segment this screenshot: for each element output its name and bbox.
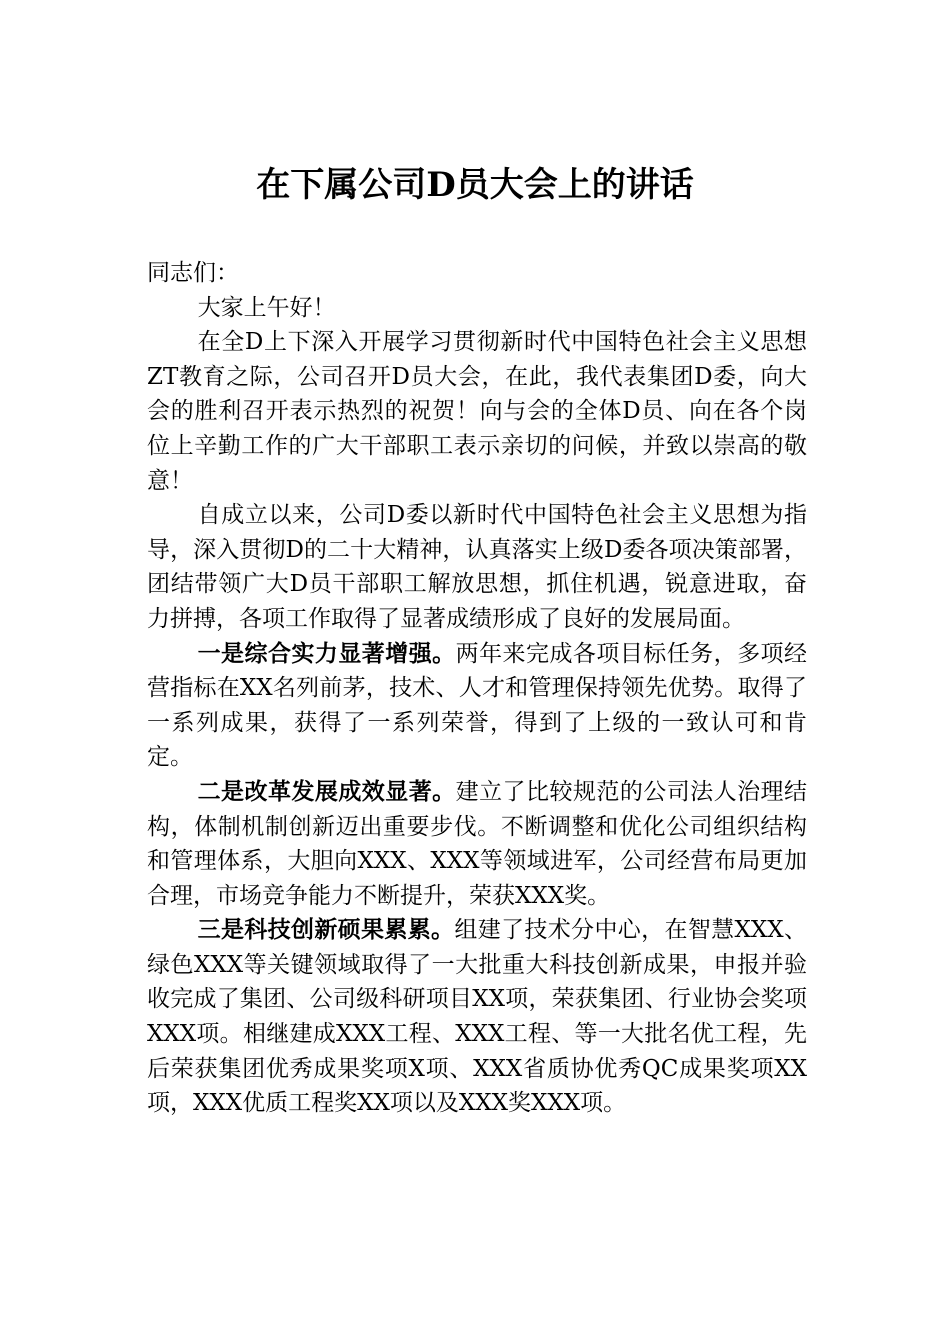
paragraph-text: 在全D上下深入开展学习贯彻新时代中国特色社会主义思想ZT教育之际，公司召开D员大会，在此，我代表集团D委，向大会的胜利召开表示热烈的祝贺！向与会的全体D员、向在各个岗位上辛勤工作的广大干部职工表示亲切的问候，并致以崇高的敬意！: [147, 329, 807, 494]
document-body: [147, 256, 807, 1121]
paragraph-4: [147, 775, 807, 913]
paragraph-3: [147, 637, 807, 775]
greeting: 大家上午好！: [197, 294, 336, 321]
paragraph-text: 两年来完成各项目标任务，多项经营指标在XX名列前茅，技术、人才和管理保持领先优势。取得了一系列成果，获得了一系列荣誉，得到了上级的一致认可和肯定。: [147, 640, 808, 771]
paragraph-text: 组建了技术分中心，在智慧XXX、绿色XXX等关键领域取得了一大批重大科技创新成果，申报并验收完成了集团、公司级科研项目XX项，荣获集团、行业协会奖项XXX项。相继建成XXX工程、XXX工程、等一大批名优工程，先后荣获集团优秀成果奖项X项、XXX省质协优秀QC成果奖项XX项，XXX优质工程奖XX项以及XXX奖XXX项。: [147, 917, 807, 1117]
paragraph-lead: 一是综合实力显著增强。: [197, 639, 456, 667]
paragraph-lead: 二是改革发展成效显著。: [197, 777, 456, 805]
paragraph-text: 自成立以来，公司D委以新时代中国特色社会主义思想为指导，深入贯彻D的二十大精神，认真落实上级D委各项决策部署，团结带领广大D员干部职工解放思想，抓住机遇，锐意进取，奋力拼搏，各项工作取得了显著成绩形成了良好的发展局面。: [147, 502, 807, 632]
document-title: 在下属公司D员大会上的讲话: [256, 165, 694, 205]
paragraph-5: [147, 913, 807, 1121]
paragraph-1: [147, 325, 807, 498]
paragraph-lead: 三是科技创新硕果累累。: [197, 916, 455, 944]
salutation: 同志们：: [147, 260, 239, 286]
paragraph-2: [147, 498, 807, 636]
paragraph-text: 建立了比较规范的公司法人治理结构，体制机制创新迈出重要步伐。不断调整和优化公司组织结构和管理体系，大胆向XXX、XXX等领域进军，公司经营布局更加合理，市场竞争能力不断提升，荣获XXX奖。: [147, 778, 808, 909]
